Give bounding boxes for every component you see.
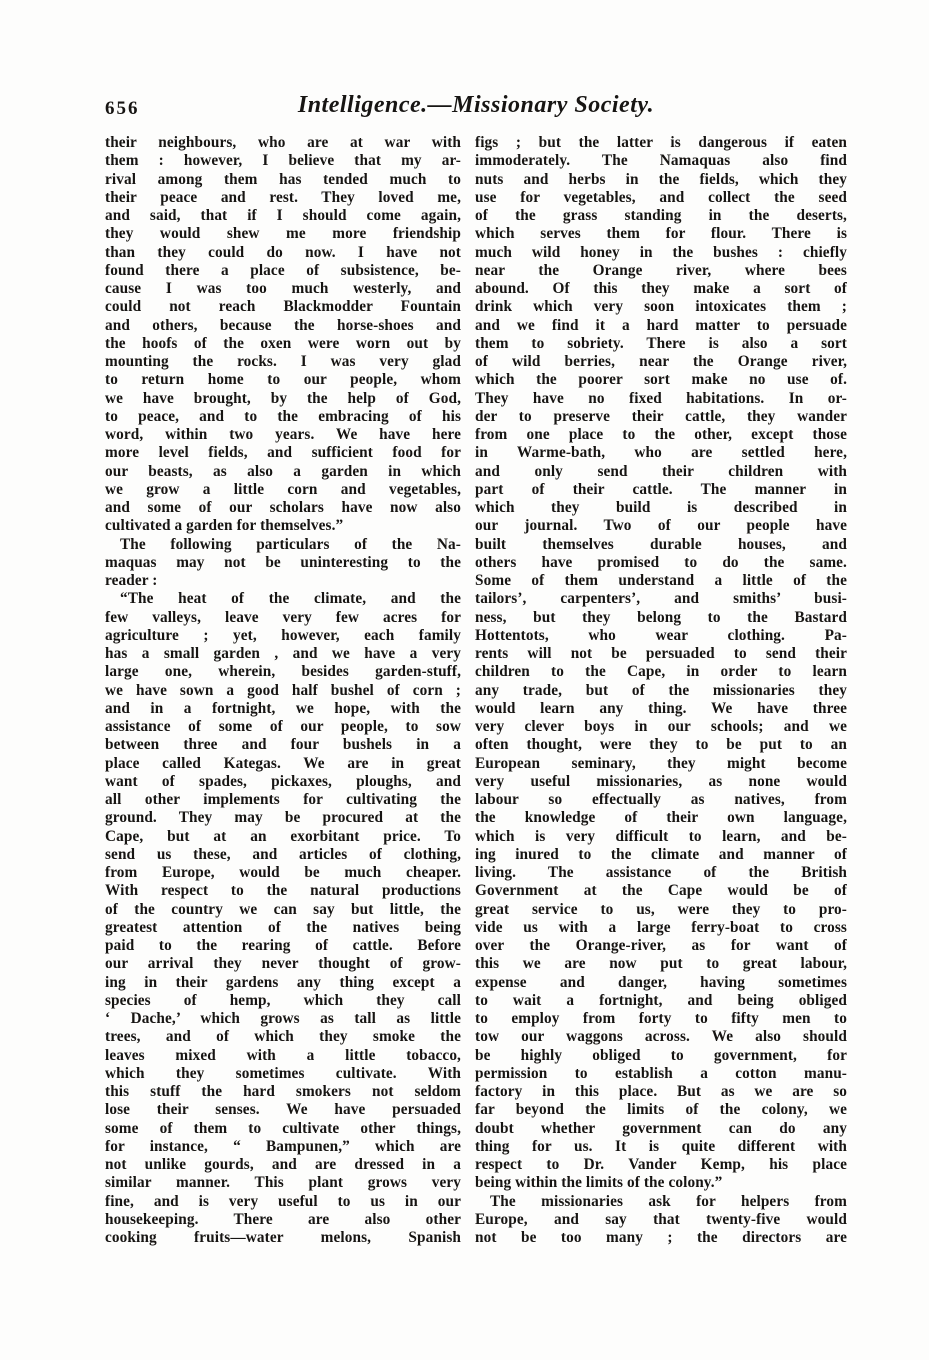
text-line: part of their cattle. The manner in [475,480,847,498]
text-line: of the grass standing in the deserts, [475,207,847,224]
text-line: the hoofs of the oxen were worn out by [105,334,461,352]
text-line: thing for us. It is quite different with [475,1137,847,1155]
text-line: rival among them has tended much to [105,170,461,188]
page-number: 656 [105,98,140,119]
text-line: reader : [105,572,158,589]
text-line: great service to us, were they to pro- [475,900,847,918]
text-line: and in a fortnight, we hope, with the [105,699,461,717]
text-line: we have sown a good half bushel of corn ; [105,681,461,699]
text-line: which serves them for flour. There is [475,225,847,243]
text-line: abound. Of this they make a sort of [475,280,847,297]
text-line: vide us with a large ferry-boat to cross [475,918,847,936]
text-line: of wild berries, near the Orange river, [475,353,847,370]
text-line: all other implements for cultivating the [105,791,461,808]
text-line: The following particulars of the Na- [120,535,461,553]
text-line: and others, because the horse-shoes and [105,316,461,334]
text-line: assistance of some of our people, to sow [105,718,461,735]
text-line: their peace and rest. They loved me, [105,188,461,206]
right-text-column [475,134,847,1247]
text-line: often thought, were they to be put to an [475,736,847,754]
text-line: very clever boys in our schools; and we [475,718,847,735]
text-line: paid to the rearing of cattle. Before [105,937,461,954]
text-line: any trade, but of the missionaries they [475,681,847,699]
text-line: doubt whether government can do any [475,1119,847,1137]
text-line: in Warme-bath, who are settled here, [475,444,847,462]
text-line: be highly obliged to government, for [475,1046,847,1064]
text-line: to return home to our people, whom [105,371,461,389]
text-line: them to sobriety. There is also a sort [475,334,847,352]
text-line: their neighbours, who are at war with [105,134,461,151]
text-line: near the Orange river, where bees [475,261,847,279]
text-line: tailors’, carpenters’, and smiths’ busi- [475,590,847,608]
text-line: to employ from forty to fifty men to [475,1010,847,1027]
text-line: for instance, “ Bampunen,” which are [105,1137,461,1155]
text-line: built themselves durable houses, and [475,535,847,553]
text-line: leaves mixed with a little tobacco, [105,1046,461,1064]
text-line: between three and four bushels in a [105,736,461,754]
text-line: would learn any thing. We have three [475,699,847,717]
left-text-column [105,134,461,1247]
text-line: drink which very soon intoxicates them ; [475,298,847,316]
text-line: the knowledge of their own language, [475,809,847,827]
text-line: this we are now put to great labour, [475,955,847,973]
text-line: found there a place of subsistence, be- [105,261,461,279]
running-head [105,92,847,126]
text-line: der to preserve their cattle, they wander [475,407,847,425]
text-line: some of them to cultivate other things, [105,1119,461,1137]
text-columns [105,134,847,1247]
text-line: factory in this place. But as we are so [475,1083,847,1100]
text-line: rents will not be persuaded to send their [475,645,847,662]
text-line: which they build is described in [475,499,847,516]
text-line: our beasts, as also a garden in which [105,462,461,480]
text-line: others have promised to do the same. [475,553,847,571]
text-line: them : however, I believe that my ar- [105,152,461,170]
text-line: and we find it a hard matter to persuade [475,316,847,334]
text-line: we grow a little corn and vegetables, [105,480,461,498]
page-title: Intelligence.—Missionary Society. [297,92,655,118]
text-line: to peace, and to the embracing of his [105,407,461,425]
text-line: housekeeping. There are also other [105,1210,461,1228]
text-line: ground. They may be procured at the [105,809,461,827]
text-line: fine, and is very useful to us in our [105,1192,461,1210]
text-line: European seminary, they might become [475,754,847,772]
text-line: send us these, and articles of clothing, [105,845,461,863]
text-line: over the Orange-river, as for want of [475,937,847,954]
text-line: labour so effectually as natives, from [475,791,847,808]
text-line: ness, but they belong to the Bastard [475,608,847,626]
text-line: not unlike gourds, and are dressed in a [105,1156,461,1173]
text-line: this stuff the hard smokers not seldom [105,1083,461,1100]
text-line: permission to establish a cotton manu- [475,1064,847,1082]
text-line: Some of them understand a little of the [475,572,847,589]
text-line: being within the limits of the colony.” [475,1174,723,1192]
text-line: species of hemp, which they call [105,991,461,1009]
text-line: our journal. Two of our people have [475,517,847,535]
text-line: which the poorer sort make no use of. [475,371,847,389]
text-line: could not reach Blackmodder Fountain [105,298,461,316]
text-line: With respect to the natural productions [105,882,461,900]
text-line: nuts and herbs in the fields, which they [475,170,847,188]
text-line: place called Kategas. We are in great [105,754,461,772]
text-line: agriculture ; yet, however, each family [105,626,461,644]
text-line: trees, and of which they smoke the [105,1028,461,1046]
text-line: cause I was too much westerly, and [105,280,461,297]
text-line: and only send their children with [475,462,847,480]
text-line: ing in their gardens any thing except a [105,973,461,991]
text-line: Cape, but at an exorbitant price. To [105,827,461,845]
text-line: from one place to the other, except those [475,426,847,443]
text-line: very useful missionaries, as none would [475,772,847,790]
text-line: of the country we can say but little, the [105,900,461,918]
text-line: few valleys, leave very few acres for [105,608,461,626]
text-line: greatest attention of the natives being [105,918,461,936]
text-line: and some of our scholars have now also [105,499,461,516]
text-line: cooking fruits—water melons, Spanish [105,1229,461,1246]
text-line: living. The assistance of the British [475,864,847,881]
text-line: word, within two years. We have here [105,426,461,443]
text-line: use for vegetables, and collect the seed [475,188,847,206]
text-line: want of spades, pickaxes, ploughs, and [105,772,461,790]
text-line: cultivated a garden for themselves.” [105,517,344,535]
text-line: far beyond the limits of the colony, we [475,1101,847,1119]
text-line: “The heat of the climate, and the [120,590,461,608]
text-line: expense and danger, having sometimes [475,973,847,991]
text-line: which they sometimes cultivate. With [105,1064,461,1082]
text-line: ing inured to the climate and manner of [475,845,847,863]
text-line: than they could do now. I have not [105,243,461,261]
text-line: ‘ Dache,’ which grows as tall as little [105,1010,461,1027]
text-line: they would shew me more friendship [105,225,461,243]
text-line: maquas may not be uninteresting to the [105,553,461,571]
text-line: more level fields, and sufficient food for [105,444,461,462]
text-line: to wait a fortnight, and being obliged [475,991,847,1009]
text-line: The missionaries ask for helpers from [490,1192,847,1210]
text-line: has a small garden , and we have a very [105,645,461,662]
text-line: children to the Cape, in order to learn [475,663,847,681]
text-line: large one, wherein, besides garden-stuff, [105,663,461,681]
text-line: similar manner. This plant grows very [105,1174,461,1192]
text-line: not be too many ; the directors are [475,1229,847,1246]
text-line: Hottentots, who wear clothing. Pa- [475,626,847,644]
text-line: and said, that if I should come again, [105,207,461,224]
text-line: They have no fixed habitations. In or- [475,389,847,407]
text-line: tow our waggons across. We also should [475,1028,847,1046]
text-line: Europe, and say that twenty-five would [475,1210,847,1228]
text-line: we have brought, by the help of God, [105,389,461,407]
text-line: figs ; but the latter is dangerous if eaten [475,134,847,151]
text-line: which is very difficult to learn, and be- [475,827,847,845]
text-line: much wild honey in the bushes : chiefly [475,243,847,261]
text-line: from Europe, would be much cheaper. [105,864,461,881]
text-line: respect to Dr. Vander Kemp, his place [475,1156,847,1173]
text-line: immoderately. The Namaquas also find [475,152,847,170]
text-line: our arrival they never thought of grow- [105,955,461,973]
text-line: lose their senses. We have persuaded [105,1101,461,1119]
text-line: Government at the Cape would be of [475,882,847,900]
text-line: mounting the rocks. I was very glad [105,353,461,370]
